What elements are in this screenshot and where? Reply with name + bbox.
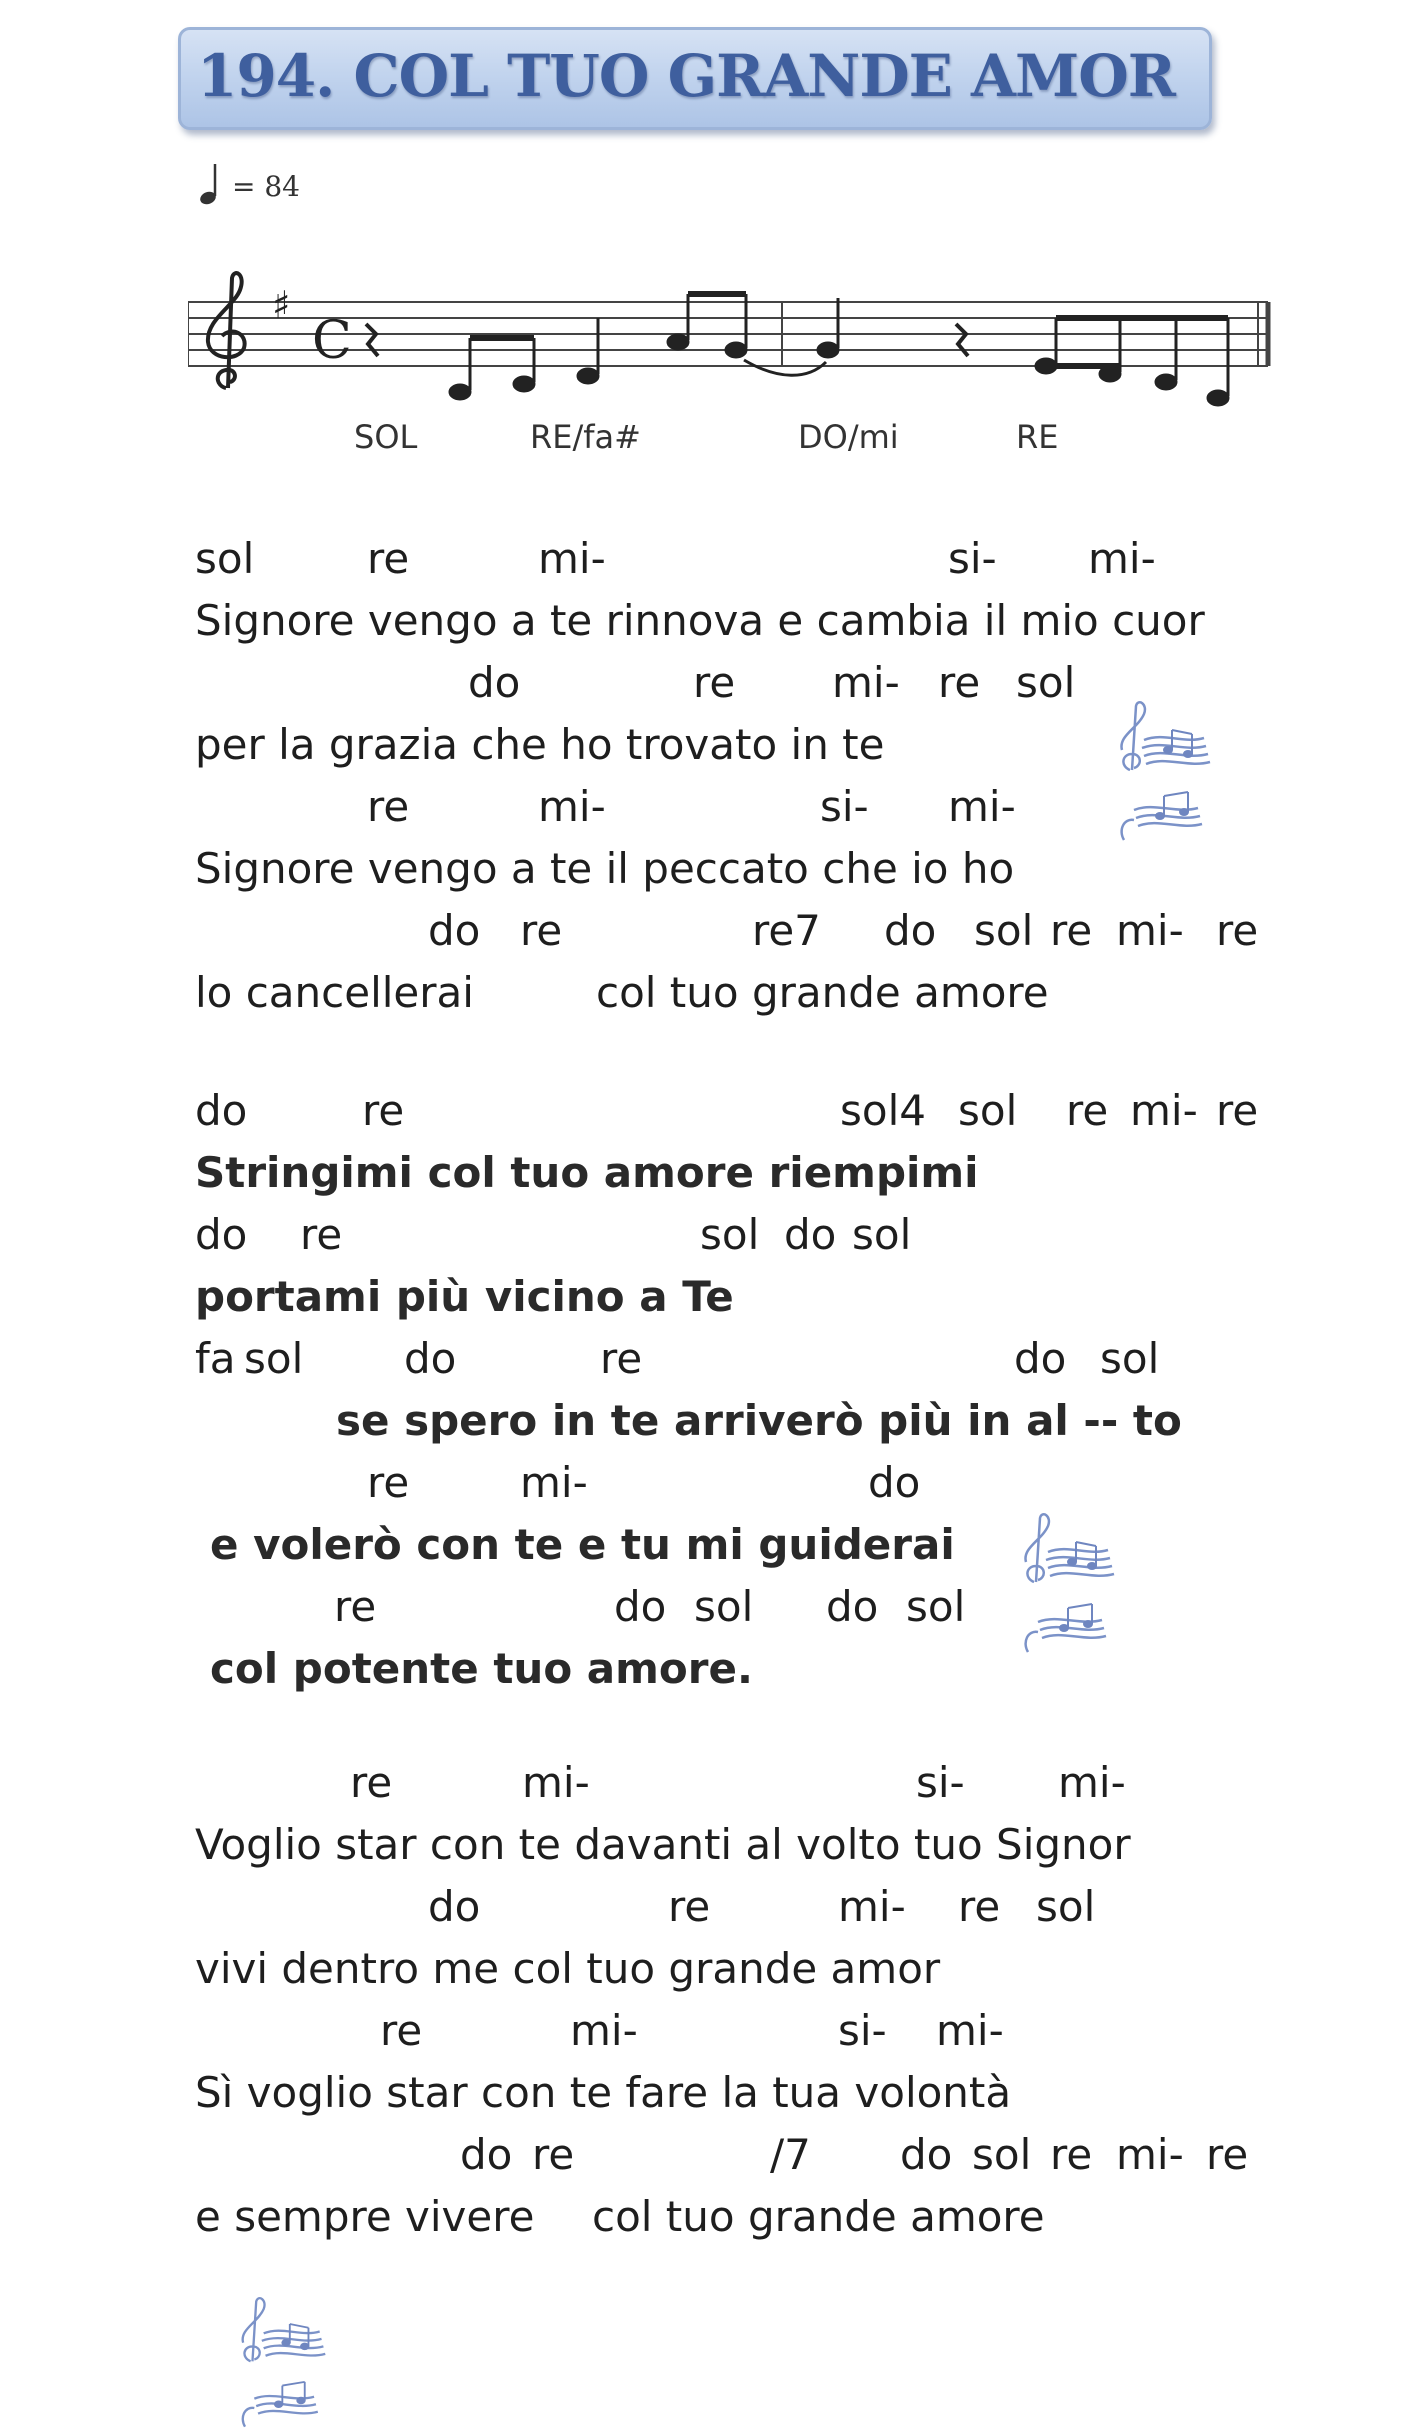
- chord: re: [1216, 906, 1259, 955]
- svg-text:♯: ♯: [272, 283, 291, 327]
- lyric-line: col potente tuo amore.: [210, 1644, 753, 1693]
- chord: sol: [694, 1582, 754, 1631]
- chord: sol: [1016, 658, 1076, 707]
- lyric-segment: col tuo grande amore: [592, 2192, 1045, 2241]
- chord: re: [362, 1086, 405, 1135]
- music-staff: [188, 268, 1278, 418]
- chord: do: [428, 1882, 481, 1931]
- lyric-line: Stringimi col tuo amore riempimi: [195, 1148, 979, 1197]
- tempo-value: = 84: [232, 170, 300, 203]
- lyric-line: Voglio star con te davanti al volto tuo Signor: [195, 1820, 1131, 1869]
- chord: fa: [195, 1334, 236, 1383]
- lyric-line: se spero in te arriverò più in al -- to: [336, 1396, 1182, 1445]
- chord: do: [614, 1582, 667, 1631]
- chord: re: [958, 1882, 1001, 1931]
- lyric-segment: lo cancellerai: [195, 968, 474, 1017]
- quarter-note-icon: [198, 160, 230, 206]
- chord: re: [520, 906, 563, 955]
- notation-chord: DO/mi: [798, 418, 899, 456]
- chord: /7: [770, 2130, 811, 2179]
- title-banner: [178, 27, 1212, 130]
- music-notes-decoration-icon: [1114, 700, 1224, 850]
- chord: mi-: [1088, 534, 1156, 583]
- chord: mi-: [1058, 1758, 1126, 1807]
- chord: do: [195, 1210, 248, 1259]
- chord: re: [1066, 1086, 1109, 1135]
- notation-chord: SOL: [354, 418, 418, 456]
- song-title: 194. COL TUO GRANDE AMOR: [197, 42, 1175, 110]
- chord: sol: [958, 1086, 1018, 1135]
- chord: sol: [906, 1582, 966, 1631]
- lyric-segment: col tuo grande amore: [596, 968, 1049, 1017]
- chord: re: [1216, 1086, 1259, 1135]
- chord: mi-: [538, 534, 606, 583]
- lyric-line: per la grazia che ho trovato in te: [195, 720, 885, 769]
- chord: sol: [1036, 1882, 1096, 1931]
- chord: re: [532, 2130, 575, 2179]
- music-notes-decoration-icon: [232, 2296, 342, 2436]
- lyric-line: Signore vengo a te rinnova e cambia il mio cuor: [195, 596, 1205, 645]
- lyric-line: vivi dentro me col tuo grande amor: [195, 1944, 941, 1993]
- chord: do: [460, 2130, 513, 2179]
- treble-clef-icon: [208, 273, 245, 388]
- notation-chord: RE/fa#: [530, 418, 641, 456]
- chord: si-: [838, 2006, 887, 2055]
- chord: mi-: [1130, 1086, 1198, 1135]
- chord: do: [428, 906, 481, 955]
- chord: re: [350, 1758, 393, 1807]
- chord: re: [367, 782, 410, 831]
- chord: si-: [916, 1758, 965, 1807]
- chord: sol4: [840, 1086, 926, 1135]
- chord: si-: [948, 534, 997, 583]
- chord: re: [367, 534, 410, 583]
- chord: sol: [974, 906, 1034, 955]
- chord: mi-: [948, 782, 1016, 831]
- chord: do: [784, 1210, 837, 1259]
- chord: re: [693, 658, 736, 707]
- chord: re: [1206, 2130, 1249, 2179]
- chord: re: [300, 1210, 343, 1259]
- chord: mi-: [1116, 2130, 1184, 2179]
- chord: do: [404, 1334, 457, 1383]
- chord: mi-: [570, 2006, 638, 2055]
- chord: do: [826, 1582, 879, 1631]
- notation-chord: RE: [1016, 418, 1059, 456]
- chord: do: [900, 2130, 953, 2179]
- chord: mi-: [538, 782, 606, 831]
- lyric-line: portami più vicino a Te: [195, 1272, 734, 1321]
- chord: re: [380, 2006, 423, 2055]
- chord: re: [334, 1582, 377, 1631]
- chord: sol: [852, 1210, 912, 1259]
- chord: do: [868, 1458, 921, 1507]
- chord: re7: [752, 906, 821, 955]
- lyric-line: e volerò con te e tu mi guiderai: [210, 1520, 955, 1569]
- chord: do: [468, 658, 521, 707]
- chord: re: [367, 1458, 410, 1507]
- chord: re: [938, 658, 981, 707]
- chord: mi-: [522, 1758, 590, 1807]
- lyric-segment: e sempre vivere: [195, 2192, 535, 2241]
- chord: sol: [195, 534, 255, 583]
- chord: re: [1050, 906, 1093, 955]
- chord: sol: [244, 1334, 304, 1383]
- chord: mi-: [936, 2006, 1004, 2055]
- chord: do: [195, 1086, 248, 1135]
- chord: re: [668, 1882, 711, 1931]
- lyric-line: Signore vengo a te il peccato che io ho: [195, 844, 1015, 893]
- lyric-line: Sì voglio star con te fare la tua volontà: [195, 2068, 1012, 2117]
- chord: do: [884, 906, 937, 955]
- chord: mi-: [838, 1882, 906, 1931]
- chord: mi-: [520, 1458, 588, 1507]
- music-notes-decoration-icon: [1018, 1512, 1128, 1662]
- chord: sol: [972, 2130, 1032, 2179]
- chord: sol: [1100, 1334, 1160, 1383]
- chord: mi-: [832, 658, 900, 707]
- chord: si-: [820, 782, 869, 831]
- chord: re: [1050, 2130, 1093, 2179]
- chord: mi-: [1116, 906, 1184, 955]
- svg-text:C: C: [312, 311, 352, 371]
- chord: sol: [700, 1210, 760, 1259]
- chord: re: [600, 1334, 643, 1383]
- chord: do: [1014, 1334, 1067, 1383]
